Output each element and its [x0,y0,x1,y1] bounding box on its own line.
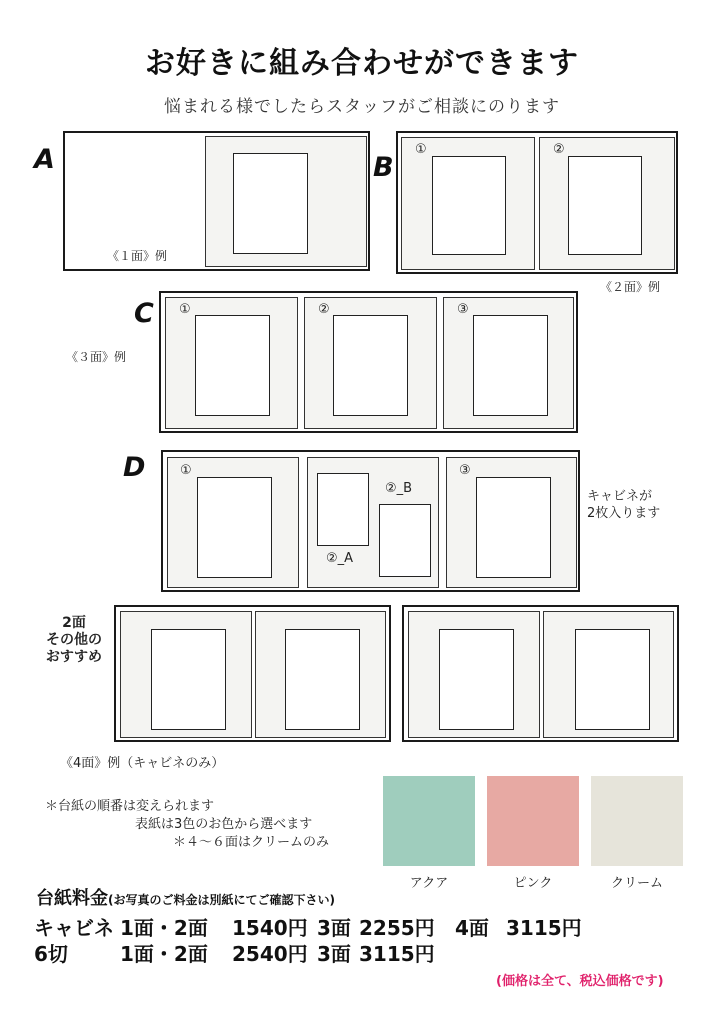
four-page-caption: 《4面》例（キャビネのみ） [60,756,225,771]
layout-c-panel-3 [443,297,574,429]
price-size: 3面 [317,916,351,940]
pricing-heading [36,884,335,910]
two-page-label-line3: おすすめ [45,649,103,665]
page-title: お好きに組み合わせができます [145,46,579,81]
swatch-label-cream: クリーム [610,876,663,891]
price-value: 2255円 [359,916,435,940]
layout-c-letter: C [134,298,154,329]
layout-d-note [587,488,660,522]
two-page-panel [255,611,386,738]
photo-slot [333,315,408,416]
swatch-cream [591,776,683,866]
photo-slot-2a [317,473,369,546]
panel-number: ① [415,142,427,157]
photo-slot [195,315,270,416]
panel-number: ② [553,142,565,157]
note-order: ＊台紙の順番は変えられます [45,799,215,814]
layout-b-panel-1 [401,137,535,270]
price-row-6giri [34,938,634,964]
layout-a-caption: 《１面》例 [107,249,168,263]
page-subtitle: 悩まれる様でしたらスタッフがご相談にのります [164,97,560,117]
panel-number: ① [180,463,192,478]
layout-d-letter: D [123,452,146,483]
price-value: 3115円 [506,916,582,940]
photo-slot [285,629,360,730]
photo-slot [432,156,506,255]
photo-slot [568,156,642,255]
pricing-heading-note: (お写真のご料金は別紙にてご確認下さい) [108,893,335,907]
layout-b-frame [396,131,678,274]
two-page-panel [543,611,674,738]
photo-slot [473,315,548,416]
photo-slot-2b [379,504,431,577]
swatch-aqua [383,776,475,866]
price-size: 4面 [455,916,489,940]
price-value: 3115円 [359,942,435,966]
tax-note: (価格は全て、税込価格です) [496,974,664,989]
two-page-frame-2 [402,605,679,742]
photo-slot [575,629,650,730]
panel-number: ②_A [326,551,354,566]
two-page-label-line1: 2面 [62,615,86,631]
swatch-label-pink: ピンク [513,876,553,891]
two-page-panel [120,611,252,738]
layout-c-frame [159,291,578,433]
layout-b-panel-2 [539,137,675,270]
layout-a-panel [205,136,367,267]
layout-d-panel-2 [307,457,439,588]
swatch-label-aqua: アクア [409,876,449,891]
swatch-pink [487,776,579,866]
layout-c-panel-1 [165,297,298,429]
price-row-cabinet [34,912,634,938]
note-cream: ＊４～６面はクリームのみ [173,835,330,850]
price-size: 1面・2面 [120,916,208,940]
price-row-name: キャビネ [34,916,114,940]
two-page-label-line2: その他の [46,632,102,648]
price-size: 1面・2面 [120,942,208,966]
layout-b-letter: B [373,152,394,183]
panel-number: ① [179,302,191,317]
photo-slot [476,477,551,578]
panel-number: ②_B [385,481,413,496]
two-page-label [38,615,110,666]
pricing-heading-text: 台紙料金 [36,888,108,909]
layout-d-note-line2: 2枚入ります [587,506,661,521]
layout-d-panel-1 [167,457,299,588]
photo-slot [233,153,308,254]
price-row-name: 6切 [34,942,68,966]
photo-slot [439,629,514,730]
photo-slot [151,629,226,730]
panel-number: ③ [457,302,469,317]
layout-c-panel-2 [304,297,437,429]
layout-b-caption: 《２面》例 [600,280,661,294]
panel-number: ③ [459,463,471,478]
layout-a-frame [63,131,370,271]
price-value: 1540円 [232,916,308,940]
layout-d-frame [161,450,580,592]
layout-c-caption: 《３面》例 [66,350,127,364]
panel-number: ② [318,302,330,317]
photo-slot [197,477,272,578]
layout-a-letter: A [34,144,55,175]
price-size: 3面 [317,942,351,966]
two-page-panel [408,611,540,738]
layout-d-panel-3 [446,457,577,588]
note-colors: 表紙は3色のお色から選べます [135,817,313,832]
layout-d-note-line1: キャビネが [587,489,653,504]
two-page-frame-1 [114,605,391,742]
price-value: 2540円 [232,942,308,966]
